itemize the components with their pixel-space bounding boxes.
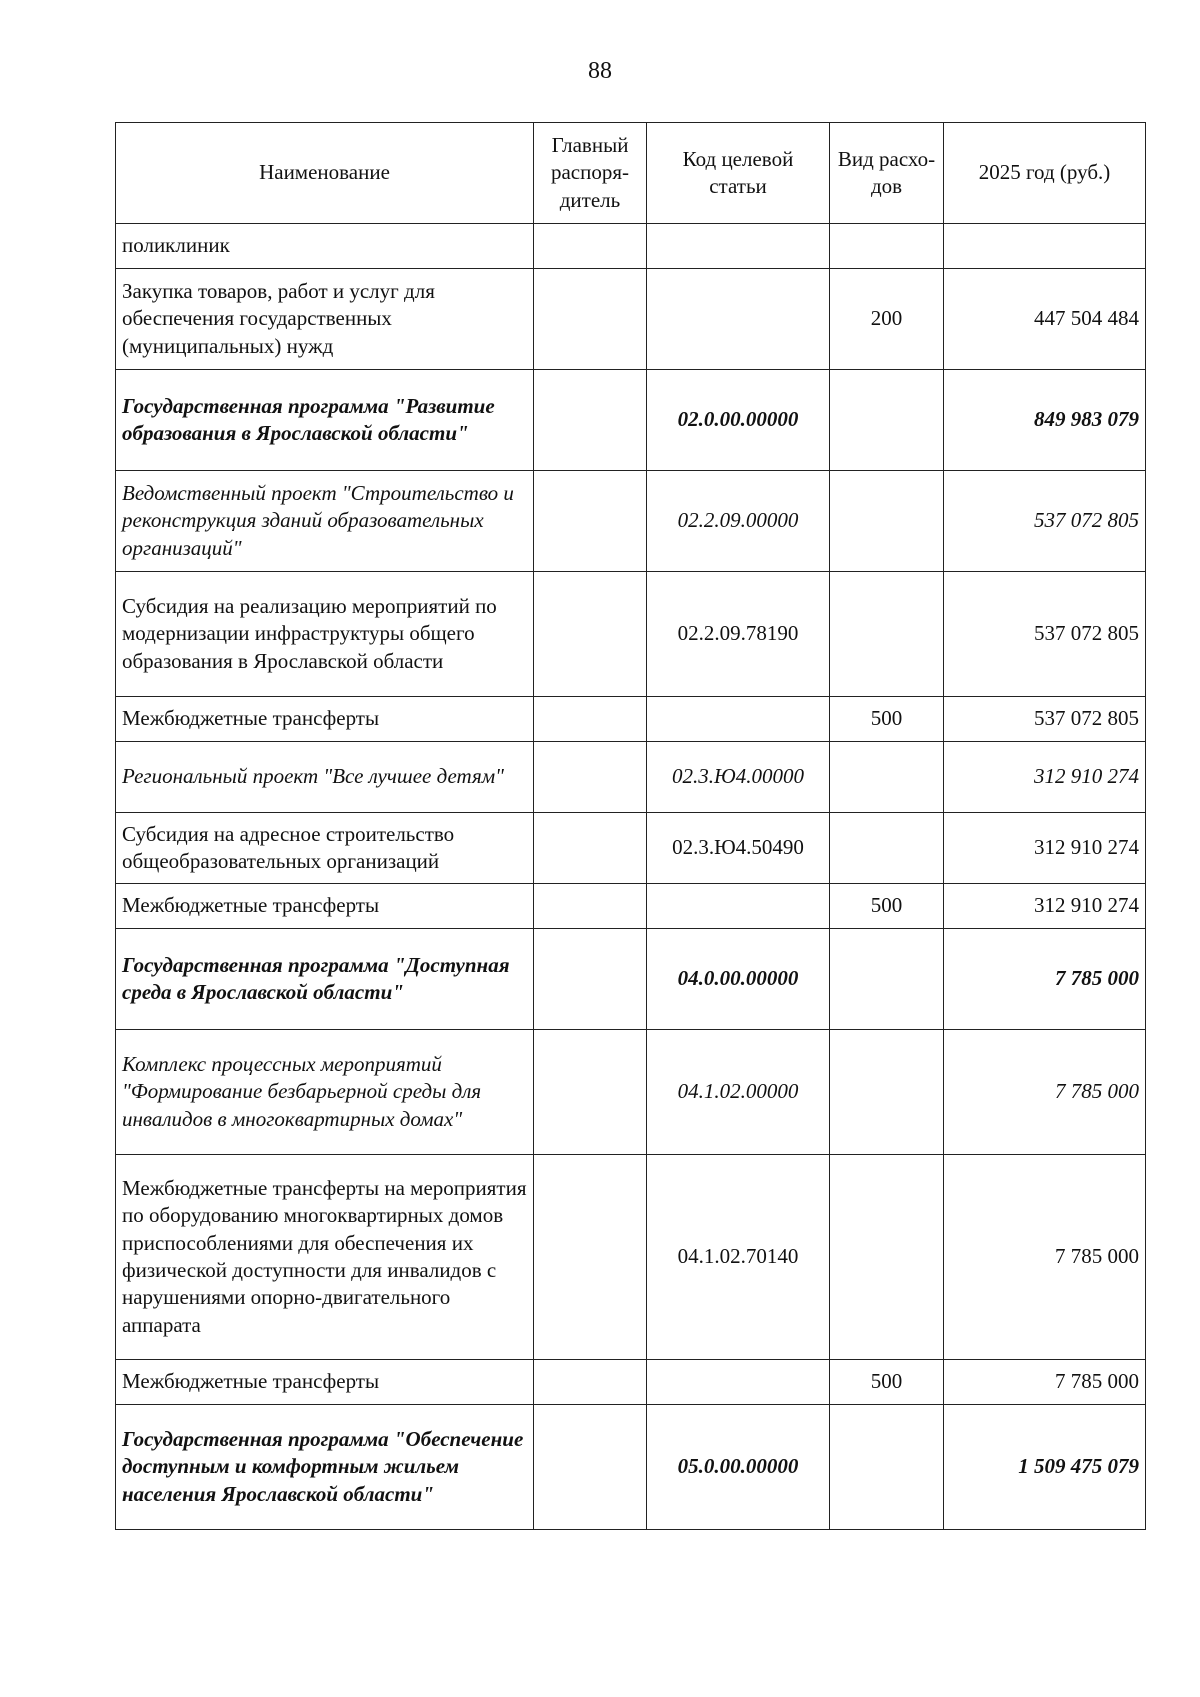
row-target-code: 04.0.00.00000 bbox=[647, 929, 830, 1030]
row-amount: 1 509 475 079 bbox=[944, 1405, 1146, 1530]
row-name: Государственная программа "Развитие образования в Ярославской области" bbox=[116, 370, 534, 471]
row-main-manager bbox=[534, 1405, 647, 1530]
table-row bbox=[116, 884, 1146, 929]
row-target-code: 02.3.Ю4.50490 bbox=[647, 813, 830, 884]
row-expense-type bbox=[830, 370, 944, 471]
table-row bbox=[116, 572, 1146, 697]
row-name: Государственная программа "Доступная среда в Ярославской области" bbox=[116, 929, 534, 1030]
header-main-manager: Главный распоря-дитель bbox=[534, 123, 647, 224]
row-expense-type: 500 bbox=[830, 884, 944, 929]
row-main-manager bbox=[534, 1360, 647, 1405]
row-target-code: 05.0.00.00000 bbox=[647, 1405, 830, 1530]
table-row-project bbox=[116, 471, 1146, 572]
budget-table bbox=[115, 122, 1146, 1530]
row-name: Межбюджетные трансферты bbox=[116, 1360, 534, 1405]
row-main-manager bbox=[534, 370, 647, 471]
row-main-manager bbox=[534, 471, 647, 572]
table-row bbox=[116, 1155, 1146, 1360]
row-amount: 849 983 079 bbox=[944, 370, 1146, 471]
table-row bbox=[116, 813, 1146, 884]
row-expense-type bbox=[830, 1030, 944, 1155]
row-amount: 537 072 805 bbox=[944, 697, 1146, 742]
row-target-code: 02.0.00.00000 bbox=[647, 370, 830, 471]
row-expense-type bbox=[830, 929, 944, 1030]
row-name: Государственная программа "Обеспечение доступным и комфортным жильем населения Ярославской области" bbox=[116, 1405, 534, 1530]
row-main-manager bbox=[534, 1030, 647, 1155]
row-name: Субсидия на адресное строительство общеобразовательных организаций bbox=[116, 813, 534, 884]
table-row bbox=[116, 224, 1146, 269]
table-row-project bbox=[116, 742, 1146, 813]
row-name: Межбюджетные трансферты bbox=[116, 884, 534, 929]
row-expense-type bbox=[830, 471, 944, 572]
row-main-manager bbox=[534, 1155, 647, 1360]
row-expense-type: 200 bbox=[830, 269, 944, 370]
row-target-code: 02.3.Ю4.00000 bbox=[647, 742, 830, 813]
row-amount: 7 785 000 bbox=[944, 1360, 1146, 1405]
table-row-program bbox=[116, 1405, 1146, 1530]
row-amount: 7 785 000 bbox=[944, 1030, 1146, 1155]
row-amount: 537 072 805 bbox=[944, 572, 1146, 697]
row-expense-type bbox=[830, 1155, 944, 1360]
row-amount: 312 910 274 bbox=[944, 742, 1146, 813]
row-target-code bbox=[647, 884, 830, 929]
row-expense-type bbox=[830, 224, 944, 269]
row-main-manager bbox=[534, 269, 647, 370]
row-amount: 312 910 274 bbox=[944, 884, 1146, 929]
row-expense-type: 500 bbox=[830, 697, 944, 742]
row-target-code: 02.2.09.78190 bbox=[647, 572, 830, 697]
row-main-manager bbox=[534, 572, 647, 697]
row-name: Межбюджетные трансферты bbox=[116, 697, 534, 742]
row-target-code bbox=[647, 1360, 830, 1405]
row-name: Ведомственный проект "Строительство и реконструкция зданий образовательных организаций" bbox=[116, 471, 534, 572]
header-name: Наименование bbox=[116, 123, 534, 224]
row-name: Субсидия на реализацию мероприятий по модернизации инфраструктуры общего образования в Ярославской области bbox=[116, 572, 534, 697]
table-row bbox=[116, 269, 1146, 370]
row-expense-type bbox=[830, 742, 944, 813]
row-expense-type bbox=[830, 1405, 944, 1530]
table-row bbox=[116, 697, 1146, 742]
page-number: 88 bbox=[588, 58, 612, 84]
row-target-code bbox=[647, 269, 830, 370]
row-name: Региональный проект "Все лучшее детям" bbox=[116, 742, 534, 813]
row-amount: 537 072 805 bbox=[944, 471, 1146, 572]
row-main-manager bbox=[534, 929, 647, 1030]
table-row-program bbox=[116, 929, 1146, 1030]
row-main-manager bbox=[534, 224, 647, 269]
header-amount-2025: 2025 год (руб.) bbox=[944, 123, 1146, 224]
row-amount: 7 785 000 bbox=[944, 929, 1146, 1030]
row-target-code: 04.1.02.70140 bbox=[647, 1155, 830, 1360]
row-main-manager bbox=[534, 697, 647, 742]
row-main-manager bbox=[534, 813, 647, 884]
header-target-code: Код целевой статьи bbox=[647, 123, 830, 224]
header-expense-type: Вид расхо-дов bbox=[830, 123, 944, 224]
table-body bbox=[116, 224, 1146, 1530]
row-amount: 447 504 484 bbox=[944, 269, 1146, 370]
row-name: Закупка товаров, работ и услуг для обеспечения государственных (муниципальных) нужд bbox=[116, 269, 534, 370]
row-amount: 312 910 274 bbox=[944, 813, 1146, 884]
row-expense-type: 500 bbox=[830, 1360, 944, 1405]
row-main-manager bbox=[534, 884, 647, 929]
table-row-program bbox=[116, 370, 1146, 471]
row-amount bbox=[944, 224, 1146, 269]
row-name: Комплекс процессных мероприятий "Формирование безбарьерной среды для инвалидов в многоквартирных домах" bbox=[116, 1030, 534, 1155]
row-name: поликлиник bbox=[116, 224, 534, 269]
row-expense-type bbox=[830, 572, 944, 697]
row-target-code bbox=[647, 697, 830, 742]
row-target-code bbox=[647, 224, 830, 269]
row-main-manager bbox=[534, 742, 647, 813]
table-row-project bbox=[116, 1030, 1146, 1155]
row-expense-type bbox=[830, 813, 944, 884]
row-name: Межбюджетные трансферты на мероприятия по оборудованию многоквартирных домов приспособлениями для обеспечения их физической доступности для инвалидов с нарушениями опорно-двигательного аппарата bbox=[116, 1155, 534, 1360]
table-row bbox=[116, 1360, 1146, 1405]
row-target-code: 04.1.02.00000 bbox=[647, 1030, 830, 1155]
table-header bbox=[116, 123, 1146, 224]
row-target-code: 02.2.09.00000 bbox=[647, 471, 830, 572]
row-amount: 7 785 000 bbox=[944, 1155, 1146, 1360]
